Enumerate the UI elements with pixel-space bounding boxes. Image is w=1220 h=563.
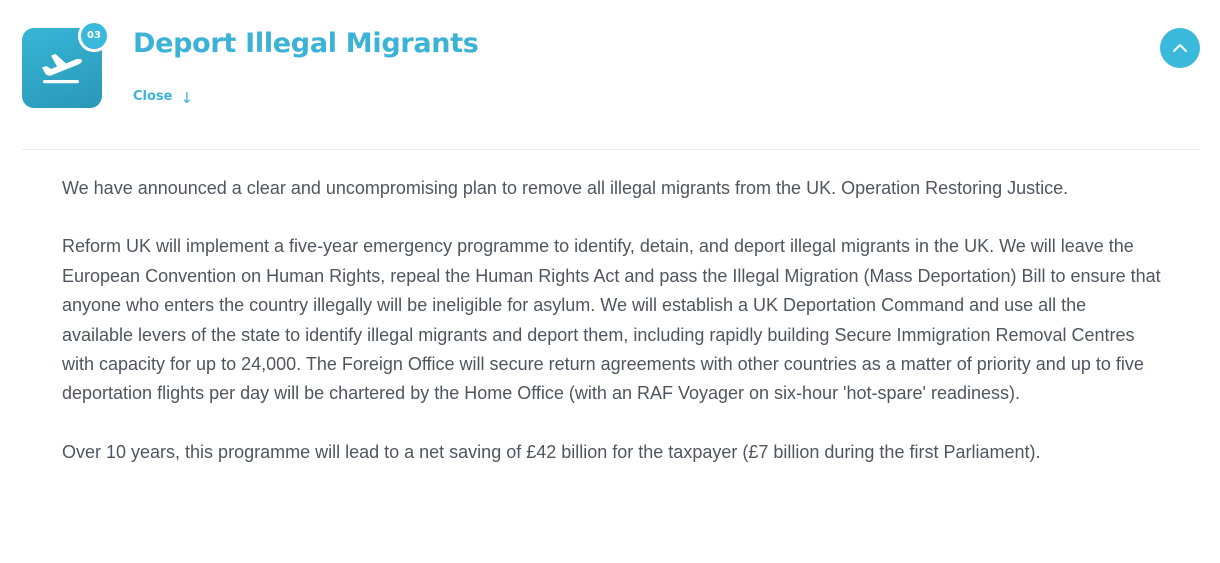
arrow-down-icon: ↓: [180, 89, 194, 107]
section-title: Deport Illegal Migrants: [133, 28, 479, 59]
chevron-up-icon: [1172, 41, 1188, 55]
content-paragraph: We have announced a clear and uncompromising plan to remove all illegal migrants from the UK. Operation Restoring Justice.: [62, 178, 1069, 198]
header-divider: [22, 149, 1200, 150]
close-link-label: Close: [133, 89, 173, 104]
collapse-button[interactable]: [1160, 28, 1200, 68]
section-number-badge: 03: [78, 20, 110, 52]
airplane-departure-icon: [40, 50, 84, 86]
close-link[interactable]: [133, 86, 194, 107]
section-header: [0, 0, 1220, 150]
content-paragraph: Over 10 years, this programme will lead to a net saving of £42 billion for the taxpayer (£7 billion during the first Parliament).: [62, 441, 1041, 462]
content-paragraph: Reform UK will implement a five-year emergency programme to identify, detain, and deport illegal migrants in the UK. We will leave the European Convention on Human Rights, repeal the Human Rights Act and pass the Illegal Migration (Mass Deportation) Bill to ensure that anyone who enters the country illegally will be ineligible for asylum. We will establish a UK Deportation Command and use all the available levers of the state to identify illegal migrants and deport them, including rapidly building Secure Immigration Removal Centres with capacity for up to 24,000. The Foreign Office will secure return agreements with other countries as a matter of priority and up to five deportation flights per day will be chartered by the Home Office (with an RAF Voyager on six-hour 'hot-spare' readiness).: [62, 236, 1161, 404]
section-content: [62, 174, 1162, 496]
